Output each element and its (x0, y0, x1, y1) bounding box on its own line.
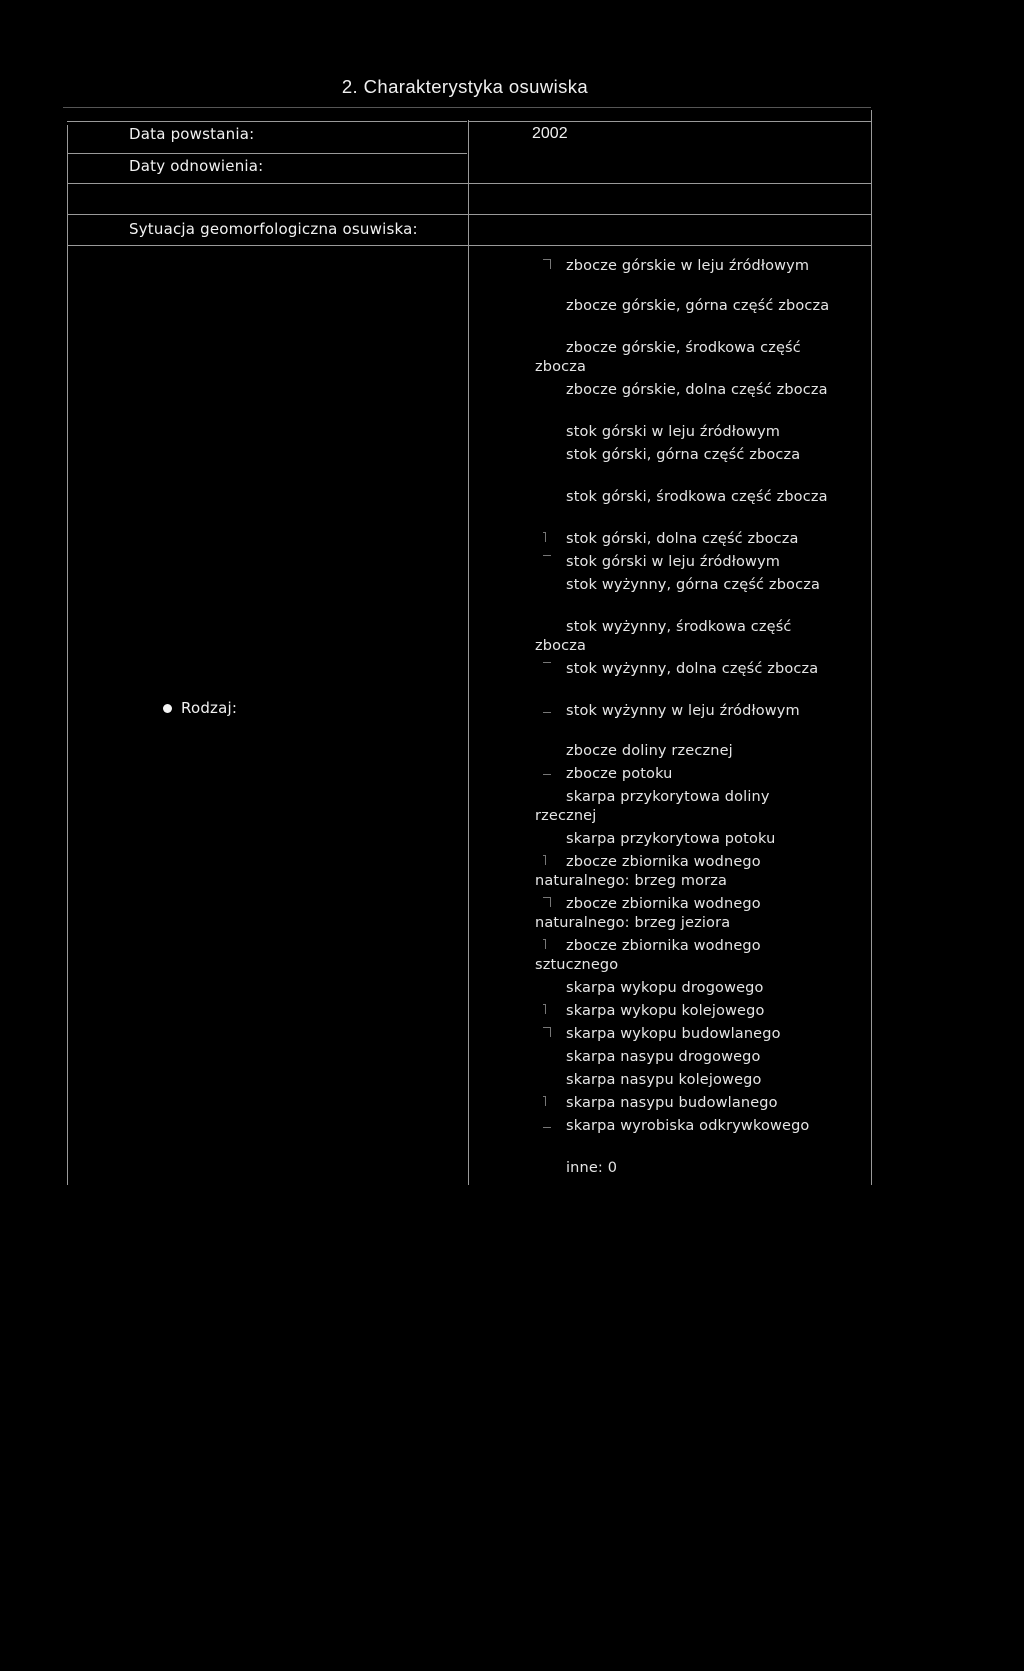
rodzaj-label: Rodzaj: (181, 699, 238, 717)
sytuacja-label: Sytuacja geomorfologiczna osuwiska: (129, 220, 418, 238)
option-item: zbocze zbiornika wodnego sztucznego (535, 938, 761, 973)
option-item: stok wyżynny, środkowa część zbocza (535, 619, 792, 654)
option-item: stok wyżynny, dolna część zbocza (566, 661, 819, 677)
row-line-1 (67, 153, 467, 154)
option-item: inne: 0 (566, 1160, 618, 1176)
option-item: skarpa wykopu drogowego (566, 980, 764, 996)
option-item: skarpa nasypu kolejowego (566, 1072, 762, 1088)
data-powstania-value: 2002 (532, 125, 568, 142)
row-top-line-right (469, 121, 871, 122)
row-top-line (67, 121, 467, 122)
option-item: zbocze górskie, górna część zbocza (566, 298, 830, 314)
option-item: skarpa wyrobiska odkrywkowego (566, 1118, 810, 1134)
daty-odnowienia-label: Daty odnowienia: (129, 157, 264, 175)
row-line-2 (67, 183, 871, 184)
data-powstania-label: Data powstania: (129, 125, 255, 143)
option-item: skarpa wykopu budowlanego (566, 1026, 781, 1042)
row-line-3 (67, 214, 871, 215)
page-title: 2. Charakterystyka osuwiska (341, 76, 589, 97)
option-item: stok górski, środkowa część zbocza (566, 489, 828, 505)
option-item: skarpa przykorytowa doliny rzecznej (535, 789, 770, 824)
frame-right-border (871, 110, 872, 1185)
option-item: skarpa nasypu drogowego (566, 1049, 761, 1065)
option-item: zbocze górskie, środkowa część zbocza (535, 340, 801, 375)
option-item: stok górski w leju źródłowym (566, 554, 781, 570)
option-item: zbocze doliny rzecznej (566, 743, 733, 759)
option-item: stok wyżynny, górna część zbocza (566, 577, 820, 593)
option-item: stok górski, górna część zbocza (566, 447, 801, 463)
option-item: stok górski, dolna część zbocza (566, 531, 799, 547)
frame-left-border (67, 125, 68, 1185)
option-item: stok wyżynny w leju źródłowym (566, 703, 800, 719)
bullet-icon (163, 704, 172, 713)
frame-divider (468, 120, 469, 1185)
option-item: zbocze górskie, dolna część zbocza (566, 382, 828, 398)
option-item: zbocze zbiornika wodnego naturalnego: brzeg jeziora (535, 896, 761, 931)
option-item: skarpa przykorytowa potoku (566, 831, 776, 847)
option-item: zbocze górskie w leju źródłowym (566, 258, 810, 274)
option-item: zbocze potoku (566, 766, 673, 782)
option-item: zbocze zbiornika wodnego naturalnego: brzeg morza (535, 854, 761, 889)
option-item: skarpa nasypu budowlanego (566, 1095, 778, 1111)
option-item: stok górski w leju źródłowym (566, 424, 781, 440)
option-item: skarpa wykopu kolejowego (566, 1003, 765, 1019)
top-rule (63, 107, 871, 108)
row-line-4 (67, 245, 871, 246)
